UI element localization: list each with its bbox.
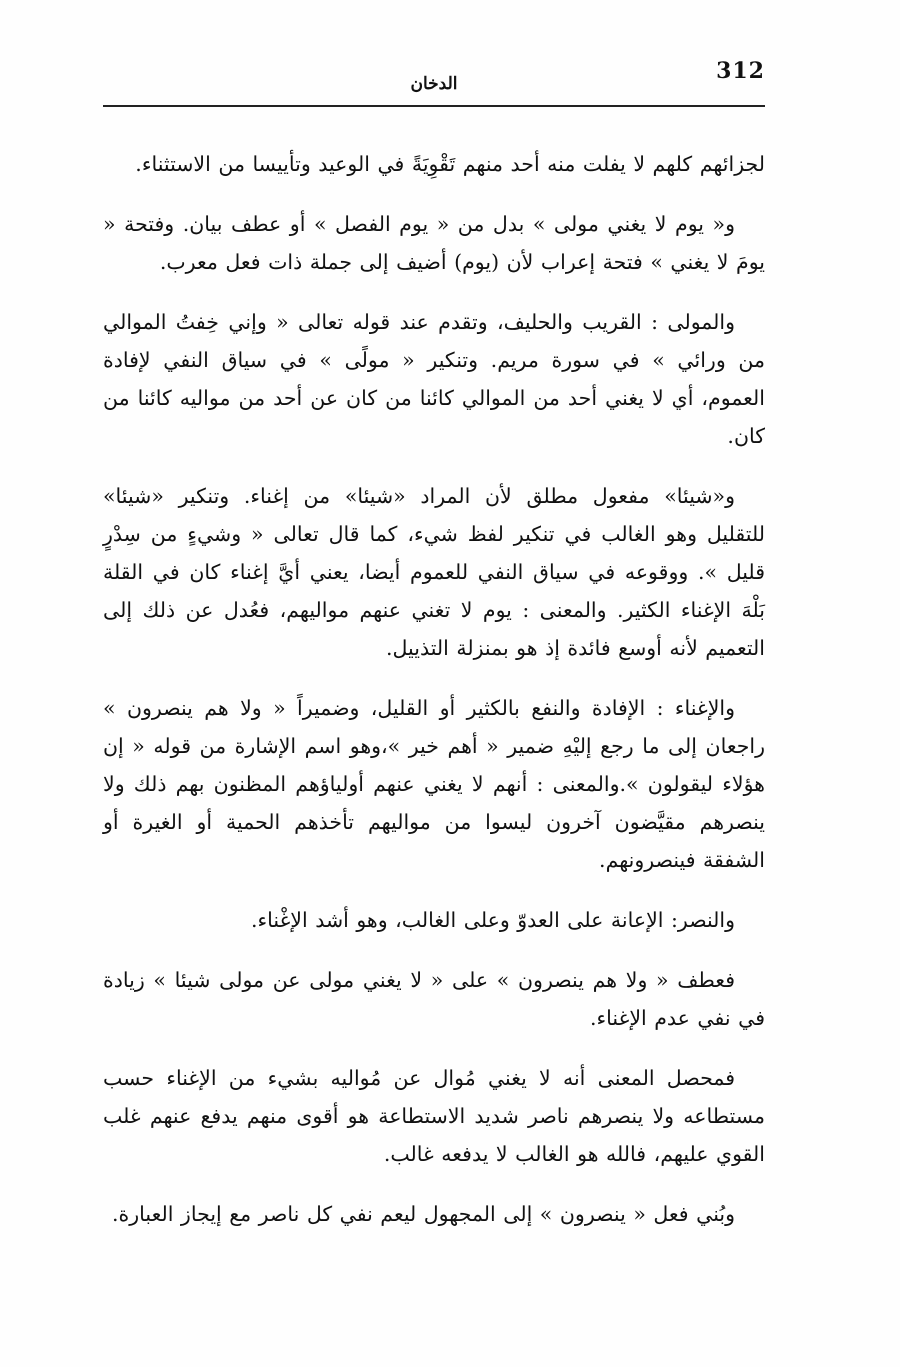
paragraph-1: لجزائهم كلهم لا يفلت منه أحد منهم تَقْوِيَةً في الوعيد وتأييسا من الاستثناء. (135, 152, 765, 176)
page-number: 312 (716, 58, 765, 84)
paragraph-8: فمحصل المعنى أنه لا يغني مُوال عن مُواليه بشيء من الإغناء حسب مستطاعه ولا ينصرهم ناصر شديد الاستطاعة هو أقوى منهم يدفع عنهم غلب القوي عليهم، فالله هو الغالب لا يدفعه غالب. (103, 1066, 765, 1166)
running-title: الدخان (410, 74, 458, 94)
paragraph-2: و« يوم لا يغني مولى » بدل من « يوم الفصل » أو عطف بيان. وفتحة « يومَ لا يغني » فتحة إعراب لأن (يوم) أضيف إلى جملة ذات فعل معرب. (103, 212, 765, 274)
paragraph-5: والإغناء : الإفادة والنفع بالكثير أو القليل، وضميراً « ولا هم ينصرون » راجعان إلى ما رجع إليْهِ ضمير « أهم خير »،وهو اسم الإشارة من قوله « إن هؤلاء ليقولون ».والمعنى : أنهم لا يغني عنهم أولياؤهم المظنون بهم ذلك ولا ينصرهم مقيَّضون آخرون ليسوا من مواليهم تأخذهم الحمية أو الغيرة أو الشفقة فينصرونهم. (103, 696, 765, 872)
paragraph-9: وبُني فعل « ينصرون » إلى المجهول ليعم نفي كل ناصر مع إيجاز العبارة. (112, 1202, 735, 1226)
paragraph-3: والمولى : القريب والحليف، وتقدم عند قوله تعالى « وإني خِفتُ الموالي من ورائي » في سورة مريم. وتنكير « مولًى » في سياق النفي لإفادة العموم، أي لا يغني أحد من الموالي كائنا من كان عن أحد من مواليه كائنا من كان. (103, 310, 765, 448)
paragraph-4: و«شيئا» مفعول مطلق لأن المراد «شيئا» من إغناء. وتنكير «شيئا» للتقليل وهو الغالب في تنكير لفظ شيء، كما قال تعالى « وشيءٍ من سِدْرٍ قليل ». ووقوعه في سياق النفي للعموم أيضا، يعني أيَّ إغناء كان في القلة بَلْهَ الإغناء الكثير. والمعنى : يوم لا تغني عنهم مواليهم، فعُدل عن ذلك إلى التعميم لأنه أوسع فائدة إذ هو بمنزلة التذييل. (103, 484, 765, 660)
page-body (103, 145, 765, 1247)
page-header (103, 58, 765, 104)
header-rule (103, 105, 765, 107)
paragraph-7: فعطف « ولا هم ينصرون » على « لا يغني مولى عن مولى شيئا » زيادة في نفي عدم الإغناء. (103, 968, 765, 1030)
paragraph-6: والنصر: الإعانة على العدوّ وعلى الغالب، وهو أشد الإغْناء. (250, 908, 735, 932)
